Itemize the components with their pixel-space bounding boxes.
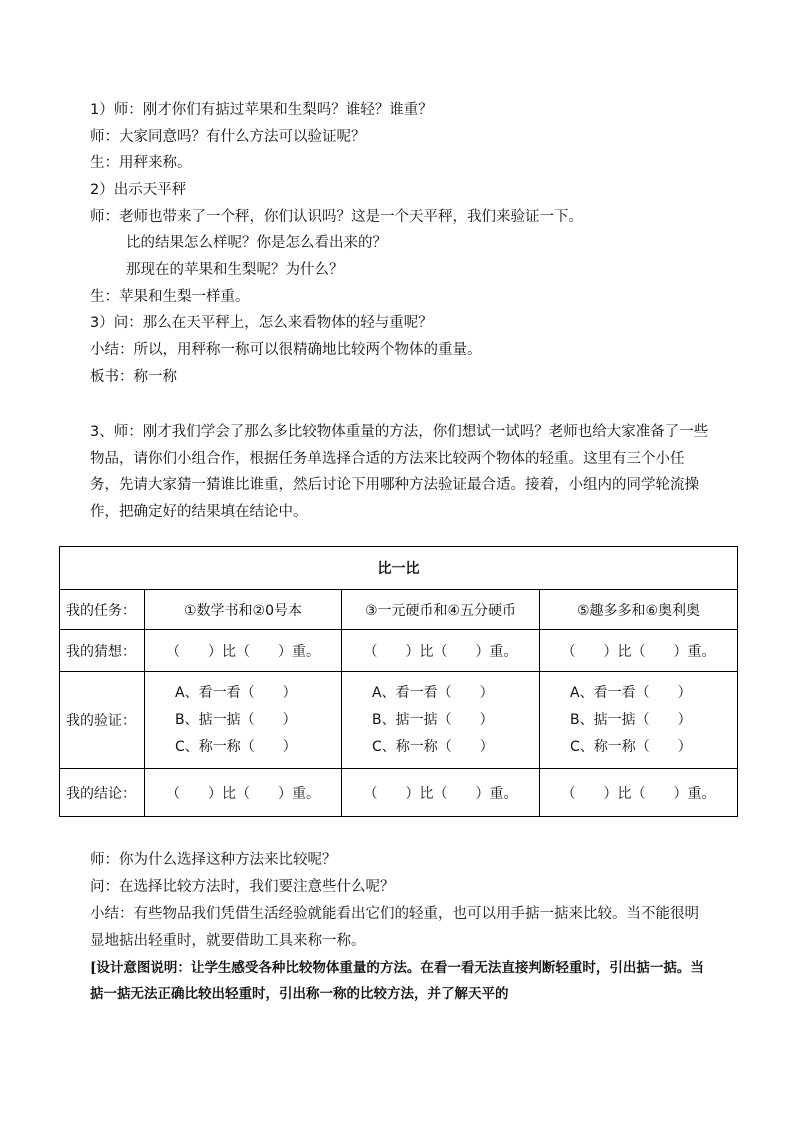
guess-blank: （ ）比（ ）重。 bbox=[342, 630, 540, 672]
option-look: A、看一看（ ） bbox=[570, 684, 692, 701]
conclusion-blank: （ ）比（ ）重。 bbox=[342, 769, 540, 817]
task-cell: ③一元硬币和④五分硬币 bbox=[342, 590, 540, 630]
text-line: 那现在的苹果和生梨呢？为什么？ bbox=[126, 262, 344, 278]
text-line: 3）问：那么在天平秤上，怎么来看物体的轻与重呢？ bbox=[90, 315, 433, 331]
row-label-guess: 我的猜想： bbox=[60, 630, 145, 672]
option-look: A、看一看（ ） bbox=[175, 684, 297, 701]
text-line: 板书：称一称 bbox=[90, 369, 177, 385]
text-line: 比的结果怎么样呢？你是怎么看出来的？ bbox=[126, 235, 387, 251]
task-cell: ①数学书和②0号本 bbox=[145, 590, 342, 630]
paragraph-3: 3、师：刚才我们学会了那么多比较物体重量的方法，你们想试一试吗？老师也给大家准备了一些物品，请你们小组合作，根据任务单选择合适的方法来比较两个物体的轻重。这里有三个小任务，先请大家猜一猜谁比谁重，然后讨论下用哪种方法验证最合适。接着，小组内的同学轮流操作，把确定好的结果填在结论中。 bbox=[90, 424, 709, 520]
option-weigh-hand: B、掂一掂（ ） bbox=[570, 711, 692, 728]
conclusion-blank: （ ）比（ ）重。 bbox=[540, 769, 738, 817]
verify-options bbox=[145, 672, 342, 769]
text-line: 师：大家同意吗？有什么方法可以验证呢？ bbox=[90, 129, 366, 145]
option-weigh-hand: B、掂一掂（ ） bbox=[372, 711, 494, 728]
option-scale: C、称一称（ ） bbox=[372, 738, 494, 755]
text-line: 小结：所以，用秤称一称可以很精确地比较两个物体的重量。 bbox=[90, 342, 482, 358]
text-line: 2）出示天平秤 bbox=[90, 182, 187, 198]
row-label-conclusion: 我的结论： bbox=[60, 769, 145, 817]
option-scale: C、称一称（ ） bbox=[570, 738, 692, 755]
text-line: 问：在选择比较方法时，我们要注意些什么呢？ bbox=[90, 879, 395, 895]
option-look: A、看一看（ ） bbox=[372, 684, 494, 701]
text-line: 师：老师也带来了一个秤，你们认识吗？这是一个天平秤，我们来验证一下。 bbox=[90, 209, 583, 225]
verify-options bbox=[540, 672, 738, 769]
design-note: [设计意图说明：让学生感受各种比较物体重量的方法。在看一看无法直接判断轻重时，引出掂一掂。当掂一掂无法正确比较出轻重时，引出称一称的比较方法，并了解天平的 bbox=[90, 960, 704, 1002]
row-label-verify: 我的验证： bbox=[60, 672, 145, 769]
text-line: 生：苹果和生梨一样重。 bbox=[90, 289, 250, 305]
guess-blank: （ ）比（ ）重。 bbox=[540, 630, 738, 672]
task-cell: ⑤趣多多和⑥奥利奥 bbox=[540, 590, 738, 630]
guess-blank: （ ）比（ ）重。 bbox=[145, 630, 342, 672]
text-line: 生：用秤来称。 bbox=[90, 155, 192, 171]
comparison-table bbox=[59, 546, 738, 817]
text-line: 1）师：刚才你们有掂过苹果和生梨吗？谁轻？谁重？ bbox=[90, 102, 433, 118]
table-title: 比一比 bbox=[60, 547, 738, 590]
verify-options bbox=[342, 672, 540, 769]
option-scale: C、称一称（ ） bbox=[175, 738, 297, 755]
option-weigh-hand: B、掂一掂（ ） bbox=[175, 711, 297, 728]
conclusion-blank: （ ）比（ ）重。 bbox=[145, 769, 342, 817]
text-line: 师：你为什么选择这种方法来比较呢？ bbox=[90, 852, 337, 868]
summary-paragraph: 小结：有些物品我们凭借生活经验就能看出它们的轻重，也可以用手掂一掂来比较。当不能很明显地掂出轻重时，就要借助工具来称一称。 bbox=[90, 906, 699, 949]
row-label-task: 我的任务： bbox=[60, 590, 145, 630]
